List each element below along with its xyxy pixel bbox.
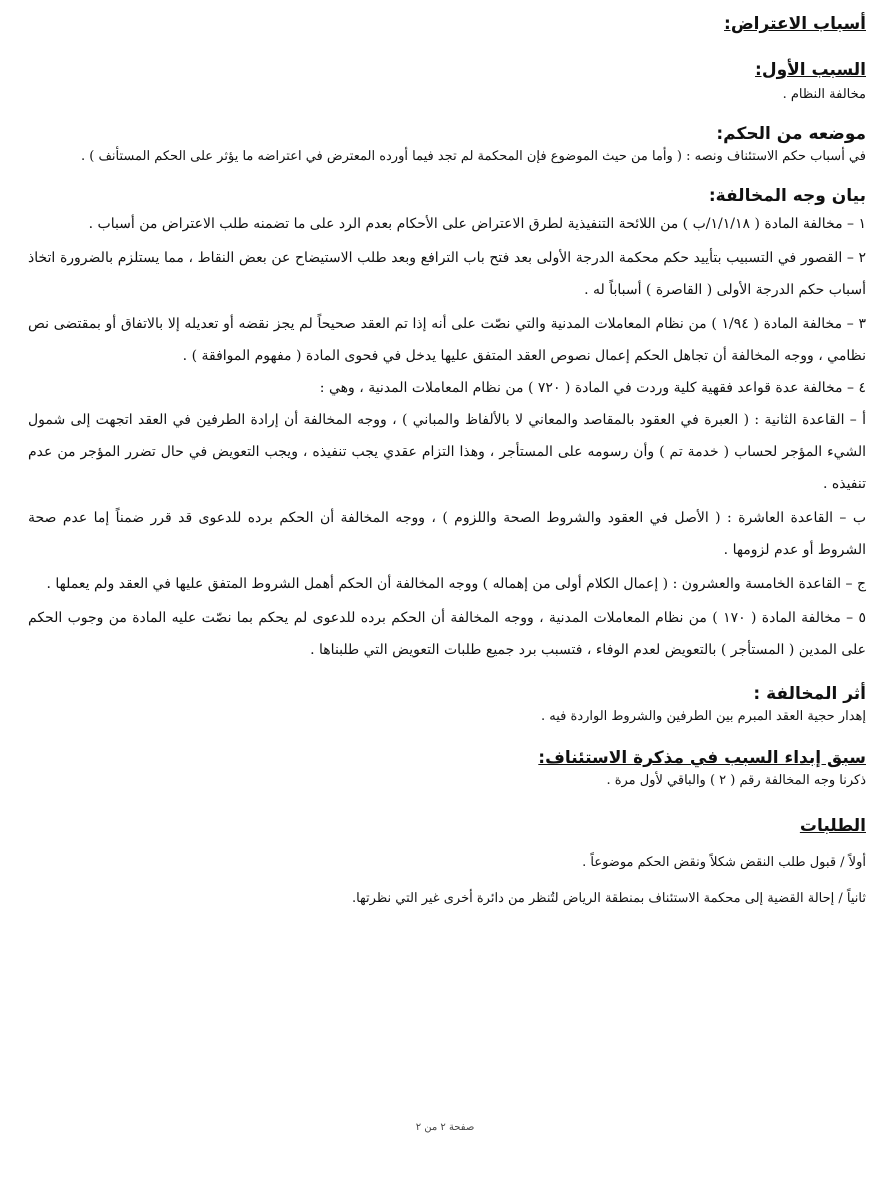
requests-heading: الطلبات	[799, 816, 866, 836]
first-cause-text: مخالفة النظام .	[782, 87, 866, 102]
page-number: صفحة ٢ من ٢	[415, 1122, 475, 1133]
prior-raising-text: ذكرنا وجه المخالفة رقم ( ٢ ) والباقي لأول مرة .	[606, 773, 866, 788]
violation-item: ب – القاعدة العاشرة : ( الأصل في العقود والشروط الصحة واللزوم ) ، ووجه المخالفة أن الحكم برده للدعوى قد قرر ضمناً إما عدم صحة الشروط أو عدم لزومها .	[28, 510, 866, 558]
violation-item: أ – القاعدة الثانية : ( العبرة في العقود بالمقاصد والمعاني لا بالألفاظ والمباني ) ، ووجه المخالفة أن إرادة الطرفين في العقد اتجهت إلى شمول الشيء المؤجر لحساب ( خدمة تم ) وأن رسومه على المستأجر ، وهذا التزام عقدي يجب تنفيذه ، ويجب التعويض في حال تضرر المؤجر من عدم تنفيذه .	[28, 412, 866, 492]
request-item: أولاً / قبول طلب النقض شكلاً ونقض الحكم موضوعاً .	[582, 855, 866, 870]
first-cause-heading: السبب الأول:	[755, 60, 866, 80]
violation-item: ج – القاعدة الخامسة والعشرون : ( إعمال الكلام أولى من إهماله ) ووجه المخالفة أن الحكم أهمل الشروط المتفق عليها في العقد ولم يعملها .	[46, 576, 866, 592]
effect-text: إهدار حجية العقد المبرم بين الطرفين والشروط الواردة فيه .	[541, 709, 866, 724]
violation-item: ٣ – مخالفة المادة ( ١/٩٤ ) من نظام المعاملات المدنية والتي نصّت على أنه إذا تم العقد صحيحاً لم يجز نقضه أو تعديله إلا بالاتفاق أو بمقتضى نص نظامي ، ووجه المخالفة أن تجاهل الحكم إعمال نصوص العقد المتفق عليها يدخل في فحوى المادة ( مفهوم الموافقة ) .	[28, 316, 867, 364]
violations-list	[28, 208, 866, 666]
violation-item: ٥ – مخالفة المادة ( ١٧٠ ) من نظام المعاملات المدنية ، ووجه المخالفة أن الحكم برده للدعوى لم يحكم بما نصّت عليه المادة من وجوب الحكم على المدين ( المستأجر ) بالتعويض لعدم الوفاء ، فتسبب برد جميع طلبات التعويض التي طلبناها .	[28, 610, 867, 658]
violation-aspect-heading: بيان وجه المخالفة:	[708, 186, 866, 206]
effect-heading: أثر المخالفة :	[753, 684, 866, 704]
violation-item: ١ – مخالفة المادة ( ١/١/١٨/ب ) من اللائحة التنفيذية لطرق الاعتراض على الأحكام بعدم الرد على ما تضمنه طلب الاعتراض من أسباب .	[88, 216, 866, 232]
prior-raising-heading: سبق إبداء السبب في مذكرة الاستئناف:	[538, 748, 866, 768]
grounds-heading: أسباب الاعتراض:	[724, 14, 866, 34]
location-heading: موضعه من الحكم:	[716, 124, 866, 144]
violation-item: ٢ – القصور في التسبيب بتأييد حكم محكمة الدرجة الأولى بعد فتح باب الترافع وبعد طلب الاستيضاح عن بعض النقاط ، مما يستلزم بالضرورة اتخاذ أسباب حكم الدرجة الأولى ( القاصرة ) أسباباً له .	[28, 250, 866, 298]
violation-item: ٤ – مخالفة عدة قواعد فقهية كلية وردت في المادة ( ٧٢٠ ) من نظام المعاملات المدنية ، وهي :	[319, 380, 866, 396]
location-text: في أسباب حكم الاستئناف ونصه : ( وأما من حيث الموضوع فإن المحكمة لم تجد فيما أورده المعترض في اعتراضه ما يؤثر على الحكم المستأنف ) .	[80, 149, 866, 164]
request-item: ثانياً / إحالة القضية إلى محكمة الاستئناف بمنطقة الرياض لتُنظر من دائرة أخرى غير التي نظرتها.	[351, 891, 866, 906]
